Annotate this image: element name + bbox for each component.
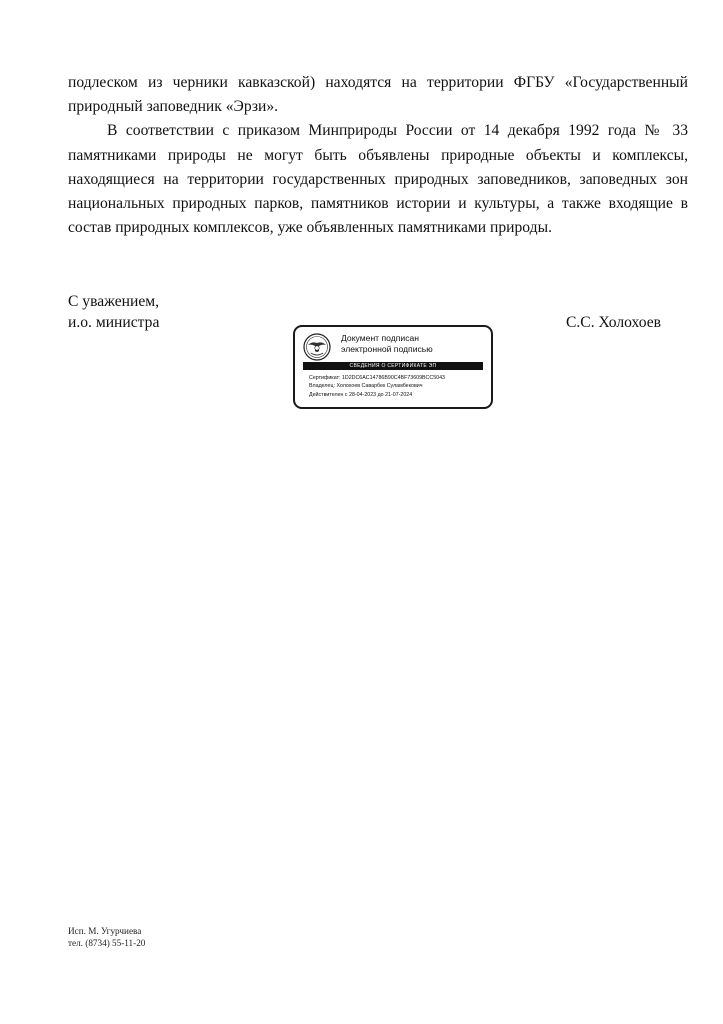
closing-regards: С уважением,	[68, 293, 160, 310]
body-text	[68, 71, 688, 240]
executor-name: Исп. М. Угурчиева	[68, 926, 142, 936]
stamp-title-line2: электронной подписью	[341, 344, 433, 354]
stamp-title-line1: Документ подписан	[341, 333, 420, 343]
closing-position: и.о. министра	[68, 314, 160, 331]
coat-of-arms-icon	[303, 333, 331, 361]
stamp-title	[341, 333, 433, 355]
certificate-validity: Действителен с 28-04-2023 до 21-07-2024	[309, 391, 413, 398]
certificate-info-bar: СВЕДЕНИЯ О СЕРТИФИКАТЕ ЭП	[303, 362, 483, 370]
electronic-signature-stamp	[293, 325, 493, 409]
paragraph-order-reference: В соответствии с приказом Минприроды России от 14 декабря 1992 года № 33 памятниками природы не могут быть объявлены природные объекты и комплексы, находящиеся на территории государственных природных заповедников, заповедных зон национальных природных парков, памятников истории и культуры, а также входящие в состав природных комплексов, уже объявленных памятниками природы.	[68, 122, 688, 237]
closing-block	[68, 291, 159, 333]
certificate-details	[309, 374, 445, 399]
paragraph-continuation: подлеском из черники кавказской) находятся на территории ФГБУ «Государственный природный заповедник «Эрзи».	[68, 74, 688, 116]
executor-block	[68, 926, 145, 949]
signer-name: С.С. Холохоев	[566, 314, 662, 331]
certificate-owner: Владелец: Холохоев Саварбек Суламбекович	[309, 383, 423, 390]
executor-phone: тел. (8734) 55-11-20	[68, 937, 146, 948]
certificate-number: Сертификат: 1D2DC6AC14786B90C4BF73609BCC5043	[309, 375, 445, 381]
